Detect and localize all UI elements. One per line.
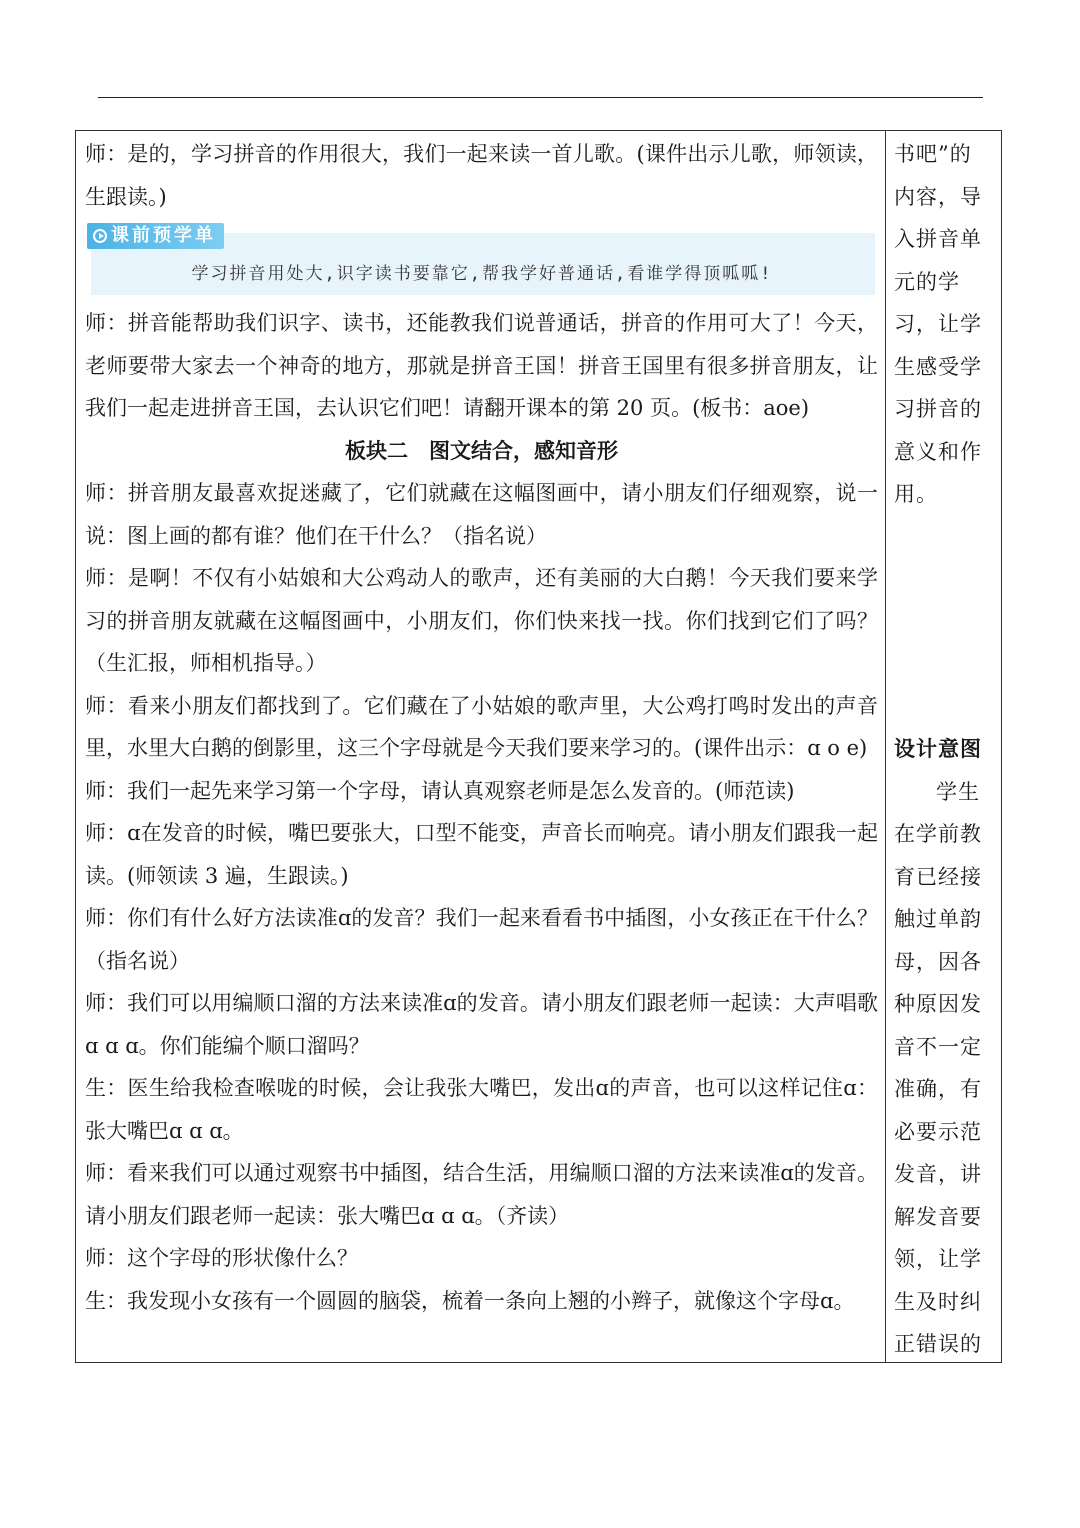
note-line: 习，让学 [894, 312, 982, 336]
column-divider [885, 131, 886, 1362]
paragraph: 师：你们有什么好方法读准ɑ的发音？我们一起来看看书中插图，小女孩正在干什么？（指名说） [85, 906, 878, 973]
lesson-table [75, 130, 1002, 1363]
note-line: 生感受学 [894, 354, 982, 379]
pre-study-rhyme: 学习拼音用处大,识字读书要靠它,帮我学好普通话,看谁学得顶呱呱! [191, 264, 773, 284]
note-line: 育已经接 [894, 864, 982, 889]
header-rule [98, 97, 983, 98]
paragraph: 师：是的，学习拼音的作用很大，我们一起来读一首儿歌。(课件出示儿歌，师领读，生跟读。) [85, 142, 878, 209]
note-line: 发音，讲 [894, 1162, 982, 1186]
spacer [894, 516, 986, 729]
note-line: 在学前教 [894, 822, 982, 846]
paragraph: 生：我发现小女孩有一个圆圆的脑袋，梳着一条向上翘的小辫子，就像这个字母ɑ。 [85, 1288, 855, 1313]
note-line: 种原因发 [894, 992, 982, 1016]
paragraph: 师：是啊！不仅有小姑娘和大公鸡动人的歌声，还有美丽的大白鹅！今天我们要来学习的拼音朋友就藏在这幅图画中，小朋友们，你们快来找一找。你们找到它们了吗？（生汇报，师相机指导。） [85, 566, 878, 675]
paragraph: 师：看来我们可以通过观察书中插图，结合生活，用编顺口溜的方法来读准ɑ的发音。请小朋友们跟老师一起读：张大嘴巴ɑ ɑ ɑ。（齐读） [85, 1161, 878, 1228]
note-line: 意义和作 [894, 439, 982, 464]
note-line: 用。 [894, 482, 938, 506]
paragraph: 师：ɑ在发音的时候，嘴巴要张大，口型不能变，声音长而响亮。请小朋友们跟我一起读。(师领读 3 遍，生跟读。) [85, 821, 878, 888]
paragraph: 师：拼音能帮助我们识字、读书，还能教我们说普通话，拼音的作用可大了！今天，老师要带大家去一个神奇的地方，那就是拼音王国！拼音王国里有很多拼音朋友，让我们一起走进拼音王国，去认识它们吧！请翻开课本的第 20 页。(板书：aoe) [85, 311, 878, 420]
lesson-content [85, 133, 878, 1322]
pre-study-tag [87, 223, 224, 249]
design-intent-heading: 设计意图 [894, 736, 982, 761]
note-line: 学生 [936, 779, 980, 804]
note-line: 入拼音单 [894, 227, 982, 251]
note-line: 正错误的 [894, 1332, 982, 1356]
note-line: 书吧”的 [894, 142, 972, 166]
note-line: 音不一定 [894, 1034, 982, 1059]
paragraph: 师：这个字母的形状像什么？ [85, 1246, 358, 1270]
pre-study-card [87, 219, 877, 299]
note-line: 准确，有 [894, 1077, 982, 1101]
pre-study-tag-label: 课前预学单 [111, 225, 216, 246]
note-line: 元的学 [894, 269, 960, 294]
note-line: 必要示范 [894, 1119, 982, 1144]
paragraph: 师：看来小朋友们都找到了。它们藏在了小姑娘的歌声里，大公鸡打鸣时发出的声音里，水里大白鹅的倒影里，这三个字母就是今天我们要来学习的。(课件出示：ɑ o e) [85, 693, 878, 760]
note-line: 内容，导 [894, 184, 982, 209]
play-icon [93, 229, 107, 243]
note-line: 母，因各 [894, 949, 982, 974]
paragraph: 生：医生给我检查喉咙的时候，会让我张大嘴巴，发出ɑ的声音，也可以这样记住ɑ：张大嘴巴ɑ ɑ ɑ。 [85, 1076, 878, 1143]
note-line: 触过单韵 [894, 907, 982, 931]
note-line: 生及时纠 [894, 1289, 982, 1314]
note-line: 习拼音的 [894, 397, 982, 421]
paragraph: 师：我们一起先来学习第一个字母，请认真观察老师是怎么发音的。(师范读) [85, 778, 795, 803]
paragraph: 师：我们可以用编顺口溜的方法来读准ɑ的发音。请小朋友们跟老师一起读：大声唱歌ɑ ɑ ɑ。你们能编个顺口溜吗？ [85, 991, 878, 1058]
section-title: 板块二 图文结合，感知音形 [345, 437, 618, 463]
note-line: 领，让学 [894, 1247, 982, 1271]
paragraph: 师：拼音朋友最喜欢捉迷藏了，它们就藏在这幅图画中，请小朋友们仔细观察，说一说：图上画的都有谁？他们在干什么？（指名说） [85, 481, 878, 548]
design-notes [894, 133, 986, 1366]
note-line: 解发音要 [894, 1204, 982, 1229]
